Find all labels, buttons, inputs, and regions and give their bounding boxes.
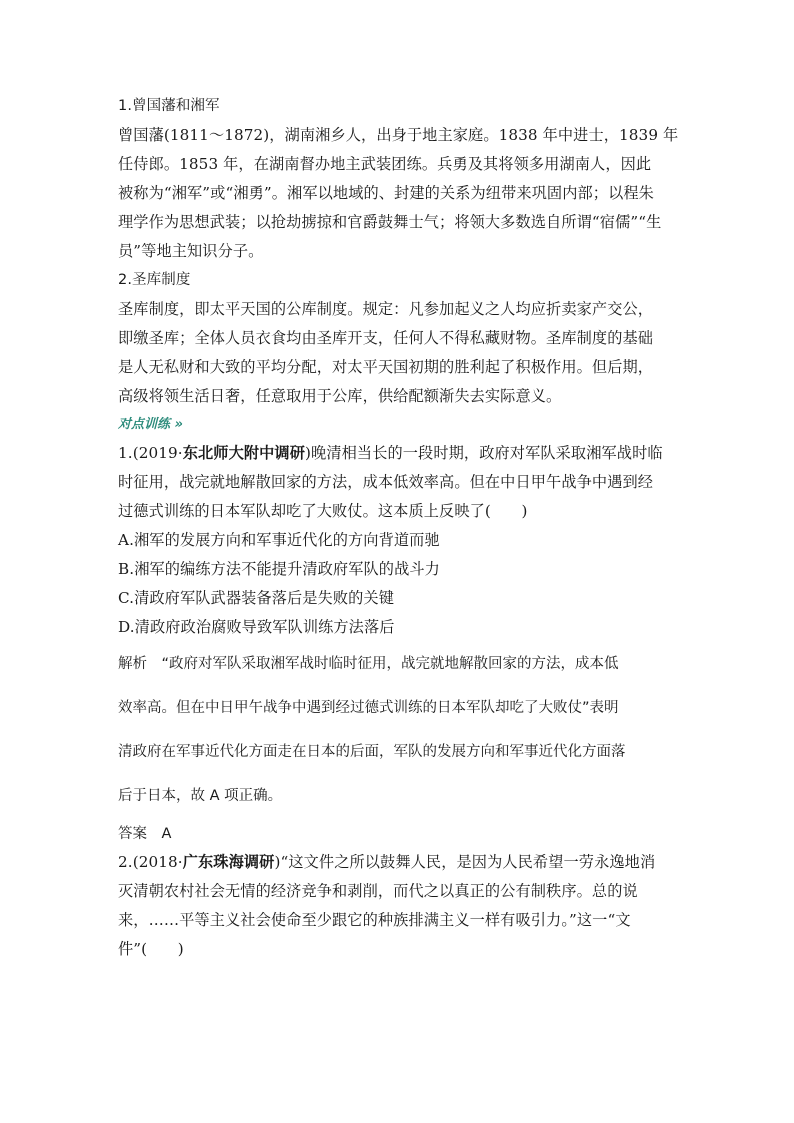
q2-prefix: 2.(2018· [118, 853, 183, 871]
section1-line-5: 员”等地主知识分子。 [118, 242, 264, 260]
section1-line-1: 曾国藩(1811～1872)，湖南湘乡人，出身于地主家庭。1838 年中进士，1839 年 [118, 126, 679, 144]
section2-line-1: 圣库制度，即太平天国的公库制度。规定：凡参加起义之人均应折卖家产交公， [118, 300, 654, 318]
section2-line-4: 高级将领生活日奢，任意取用于公库，供给配额渐失去实际意义。 [118, 387, 562, 405]
section2-title: 2.圣库制度 [118, 272, 191, 288]
q2-line-3: 来，……平等主义社会使命至少跟它的种族排满主义一样有吸引力。”这一“文 [118, 911, 631, 929]
q2-stem-1: )“这文件之所以鼓舞人民，是因为人民希望一劳永逸地消 [274, 853, 656, 871]
q2-line-1 [118, 848, 678, 877]
section2-line-2: 即缴圣库；全体人员衣食均由圣库开支，任何人不得私藏财物。圣库制度的基础 [118, 329, 654, 347]
section1-title: 1.曾国藩和湘军 [118, 98, 220, 114]
q1-line-1 [118, 439, 678, 468]
q1-stem-1: )晚清相当长的一段时期，政府对军队采取湘军战时临 [305, 444, 663, 462]
q2-source: 广东珠海调研 [182, 853, 275, 871]
q1-source: 东北师大附中调研 [182, 444, 306, 462]
section1-line-3: 被称为“湘军”或“湘勇”。湘军以地域的、封建的关系为纽带来巩固内部；以程朱 [118, 184, 654, 202]
q2-line-2: 灭清朝农村社会无情的经济竞争和剥削，而代之以真正的公有制秩序。总的说 [118, 882, 638, 900]
q2-line-4: 件”( ) [118, 940, 184, 958]
training-label: 对点训练 » [118, 417, 183, 432]
q1-analysis-line-2: 效率高。但在中日甲午战争中遇到经过德式训练的日本军队却吃了大败仗”表明 [118, 700, 619, 716]
q1-analysis-line-3: 清政府在军事近代化方面走在日本的后面，军队的发展方向和军事近代化方面落 [118, 744, 626, 760]
q1-option-c: C.清政府军队武器装备落后是失败的关键 [118, 589, 394, 607]
q1-prefix: 1.(2019· [118, 444, 183, 462]
q1-line-3: 过德式训练的日本军队却吃了大败仗。这本质上反映了( ) [118, 502, 528, 520]
document-page [118, 92, 678, 964]
section1-line-2: 任侍郎。1853 年，在湖南督办地主武装团练。兵勇及其将领多用湖南人，因此 [118, 155, 652, 173]
q1-analysis-line-1: 解析 “政府对军队采取湘军战时临时征用，战完就地解散回家的方法，成本低 [118, 656, 619, 672]
q1-option-d: D.清政府政治腐败导致军队训练方法落后 [118, 618, 395, 636]
q1-analysis-line-4: 后于日本，故 A 项正确。 [118, 788, 283, 804]
section1-line-4: 理学作为思想武装；以抢劫掳掠和官爵鼓舞士气；将领大多数选自所谓“宿儒”“生 [118, 213, 662, 231]
q1-option-b: B.湘军的编练方法不能提升清政府军队的战斗力 [118, 560, 440, 578]
section2-line-3: 是人无私财和大致的平均分配，对太平天国初期的胜利起了积极作用。但后期， [118, 358, 654, 376]
q1-answer: 答案 A [118, 826, 172, 842]
q1-option-a: A.湘军的发展方向和军事近代化的方向背道而驰 [118, 531, 440, 549]
q1-line-2: 时征用，战完就地解散回家的方法，成本低效率高。但在中日甲午战争中遇到经 [118, 473, 654, 491]
